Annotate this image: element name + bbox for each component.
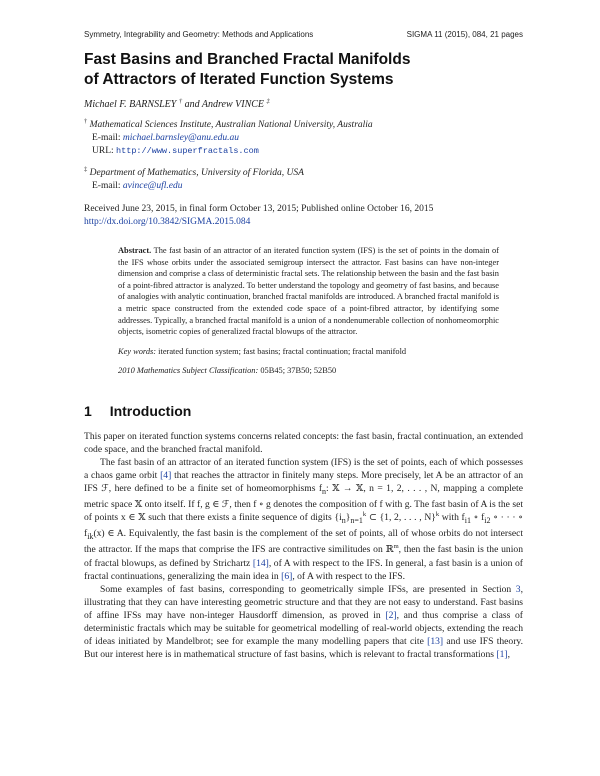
p2-text-e: ⊂ {1, 2, . . . , N} [366, 512, 436, 524]
p2-text-i: (x) ∈ A. Equivalently, the fast basin is the complement of the set of points, all of whose orbits do not intersect the attractor. If the maps that comprise the IFS are contractive similitudes on ℝ [84, 528, 523, 556]
paper-title [84, 50, 523, 90]
affiliation-1-url-link[interactable]: http://www.superfractals.com [116, 146, 259, 156]
p2-sub-n: n [322, 487, 327, 497]
affiliation-2-email-label: E-mail: [92, 181, 121, 191]
affiliation-1-url-label: URL: [92, 146, 114, 156]
received-dates: Received June 23, 2015, in final form October 13, 2015; Published online October 16, 2015 [84, 204, 434, 214]
author-mark-dagger: † [178, 98, 183, 105]
p2-text-d: } [345, 512, 351, 524]
p3-text-a: Some examples of fast basins, corresponding to geometrically simple IFSs, are presented in Section [100, 583, 512, 595]
keywords-block [118, 346, 499, 358]
p2-text-b: that reaches the attractor in finitely many steps. More precisely, let A be an attractor of an IFS ℱ, here defined to be a finite set of homeomorphisms f [84, 470, 524, 495]
p3-text-e: , [507, 649, 511, 661]
p2-text-f: with f [439, 512, 465, 524]
p3-text-b: , illustrating that they can have interesting geometric structure and that they are not easy to understand. Fast basins of affine IFSs may have non-integer Hausdorff dimension, as proved in [84, 583, 523, 621]
author-barnsley: Michael F. BARNSLEY [84, 99, 177, 110]
p3-text-d: and use IFS theory. But our interest here is in mathematical structure of fast basins, which is relevant to fractal transformations [84, 636, 523, 661]
affiliation-1-email-link[interactable]: michael.barnsley@anu.edu.au [122, 133, 239, 143]
p2-text-c: : 𝕏 → 𝕏, n = 1, 2, . . . , N, mapping a complete metric space 𝕏 onto itself. If f, g ∈ ℱ, then f ∘ g denotes the composition of f with g. The fast basin of A is the set of points x ∈ 𝕏 such that there exists a finite sequence of digits {i [84, 483, 523, 524]
p2-text-a: The fast basin of an attractor of an iterated function system (IFS) is the set of points, each of which possesses a chaos game orbit [84, 457, 523, 482]
section-heading [84, 403, 523, 419]
paragraph-2 [84, 456, 523, 583]
p2-sub-i1: i1 [464, 516, 471, 526]
citation-14[interactable]: [14] [252, 557, 269, 569]
title-line-2: of Attractors of Iterated Function Systems [84, 71, 394, 88]
affiliation-1-dept: Mathematical Sciences Institute, Australian National University, Australia [89, 120, 373, 130]
journal-name: Symmetry, Integrability and Geometry: Methods and Applications [84, 30, 314, 39]
p2-text-h: ∘ · · · ∘ f [84, 512, 523, 540]
p2-text-j: , then the fast basin is the union of fractal blowups, as defined by Strichartz [84, 544, 523, 569]
p2-text-k: , of A with respect to the IFS. In general, a fast basin is a union of fractal continuations, generalizing the main idea in [84, 557, 523, 582]
section-body [84, 430, 523, 661]
author-vince: Andrew VINCE [201, 99, 265, 110]
p2-sup-m: m [393, 543, 399, 551]
running-head [84, 30, 523, 39]
doi-link[interactable]: http://dx.doi.org/10.3842/SIGMA.2015.084 [84, 217, 251, 227]
p2-sup-k2: k [435, 511, 440, 519]
citation-2[interactable]: [2] [385, 609, 397, 621]
paragraph-3 [84, 583, 523, 662]
p2-sup-k: k [362, 511, 367, 519]
section-title: Introduction [109, 402, 192, 419]
title-line-1: Fast Basins and Branched Fractal Manifolds [84, 51, 411, 68]
p2-text-g: ∘ f [470, 512, 485, 524]
msc-codes: 05B45; 37B50; 52B50 [260, 366, 337, 376]
p2-sub-ik: ik [87, 532, 94, 542]
keywords-label: Key words: [118, 346, 157, 356]
author-connector: and [184, 99, 200, 110]
p2-text-l: , of A with respect to the IFS. [292, 570, 406, 582]
abstract-text: The fast basin of an attractor of an iterated function system (IFS) is the set of points in the domain of the IFS whose orbits under the associated semigroup intersect the attractor. Fast basins can have non-integer dimension and comprise a class of deterministic fractal sets. The relationship between the basin and the fast basin of a point-fibred attractor is analyzed. To better understand the topology and geometry of fast basins, and because of analogies with analytic continuation, branched fractal manifolds are introduced. A branched fractal manifold is a metric space constructed from the extended code space of a point-fibred attractor, by identifying some addresses. Typically, a branched fractal manifold is a union of a nondenumerable collection of nonhomeomorphic objects, isometric copies of generalized fractal blowups of the attractor. [118, 246, 499, 337]
abstract-heading: Abstract. [118, 246, 152, 255]
p2-sub-i2: i2 [484, 516, 491, 526]
section-3-link[interactable]: 3 [515, 583, 521, 595]
affiliation-1 [84, 119, 523, 158]
msc-block [118, 365, 499, 377]
affiliation-2-dept: Department of Mathematics, University of Florida, USA [89, 168, 304, 178]
citation-13[interactable]: [13] [427, 636, 444, 648]
citation-6[interactable]: [6] [281, 570, 293, 582]
affiliation-2-mark: ‡ [84, 166, 88, 173]
affiliation-2 [84, 167, 523, 193]
citation-1[interactable]: [1] [496, 649, 508, 661]
abstract-block [118, 245, 499, 338]
p3-text-c: , and thus comprise a class of deterministic fractals which may be suitable for geometrical modelling of real-world objects, extending the reach of ideas initiated by Mandelbrot; see for example the many modelling papers that cite [84, 609, 523, 648]
affiliation-1-mark: † [84, 118, 88, 125]
p2-sub-n1: n=1 [350, 516, 363, 526]
keywords-text: iterated function system; fast basins; fractal continuation; fractal manifold [158, 346, 407, 356]
affiliation-2-email-link[interactable]: avince@ufl.edu [122, 181, 183, 191]
author-list [84, 99, 523, 110]
msc-label: 2010 Mathematics Subject Classification: [118, 366, 259, 376]
citation-4[interactable]: [4] [160, 470, 172, 482]
section-number: 1 [84, 402, 92, 419]
p2-sub-n2: n [341, 516, 346, 526]
affiliation-1-email-label: E-mail: [92, 133, 121, 143]
paragraph-1: This paper on iterated function systems concerns related concepts: the fast basin, fractal continuation, an extended code space, and the branched fractal manifold. [84, 430, 523, 456]
author-mark-double-dagger: ‡ [266, 98, 270, 105]
issue-info: SIGMA 11 (2015), 084, 21 pages [406, 30, 523, 39]
publication-history [84, 203, 523, 229]
